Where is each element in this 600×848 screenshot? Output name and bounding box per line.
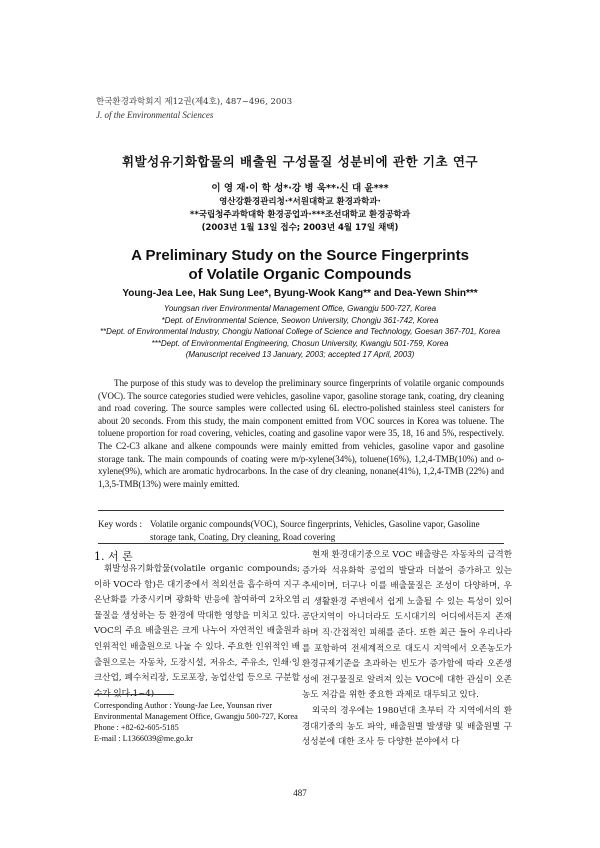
footnote — [94, 700, 304, 744]
keywords-text: Volatile organic compounds(VOC), Source fingerprints, Vehicles, Gasoline vapor, Gasoline storage tank, Coating, Dry cleaning, Road covering — [150, 519, 480, 542]
title-english-line: A Preliminary Study on the Source Fingerprints — [131, 247, 469, 264]
journal-citation-kr: 한국환경과학회지 제12권(제4호), 487~496, 2003 — [96, 97, 293, 107]
manuscript-dates: (Manuscript received 13 January, 2003; accepted 17 April, 2003) — [185, 350, 415, 359]
title-english — [60, 246, 540, 284]
affiliations-korean — [60, 196, 540, 235]
keywords-label: Key words : — [98, 519, 142, 529]
body-paragraph: 외국의 경우에는 1980년대 초부터 각 지역에서의 환경대기중의 농도 파악, 배출원별 발생량 및 배출원별 구성성분에 대한 조사 등 다양한 분야에서 다 — [302, 705, 512, 748]
section-heading: 1. 서 론 — [94, 550, 133, 563]
body-left-column: 휘발성유기화합물(volatile organic compounds; 이하 VOC라 함)은 대기중에서 적외선을 흡수하여 지구온난화를 가중시키며 광화학 반응에 참여하여 2차오염물질을 생성하는 등 환경에 막대한 영향을 미치고 있다. VOC의 주요 배출원은 크게 나누어 자연적인 배출원과 인위적인 배출원으로 나눌 수 있다. 주요한 인위적인 배출원으로는 자동차, 도장시설, 저유소, 주유소, 인쇄·잉크산업, 폐수처리장, 도로포장, 농업산업 등으로 구분할 수가 있다.1~4) — [94, 564, 300, 699]
footnote-email: E-mail : L1366039@me.go.kr — [94, 734, 193, 743]
body-right-column — [302, 548, 512, 751]
page-number: 487 — [293, 788, 307, 798]
footnote-rule — [94, 694, 174, 695]
authors-english: Young-Jea Lee, Hak Sung Lee*, Byung-Wook Kang** and Dea-Yewn Shin*** — [122, 288, 478, 299]
title-english-line: of Volatile Organic Compounds — [188, 266, 412, 283]
keywords-bottom-rule — [98, 543, 504, 544]
affiliation-en-line: ***Dept. of Environmental Engineering, Chosun University, Kwangju 501-759, Korea — [151, 338, 449, 348]
footnote-phone: Phone : +82-62-605-5185 — [94, 723, 179, 732]
title-korean: 휘발성유기화합물의 배출원 구성물질 성분비에 관한 기초 연구 — [121, 154, 479, 169]
keywords — [98, 518, 504, 544]
footnote-author: Corresponding Author : Young-Jae Lee, Younsan river Environmental Management Office, Gwangju 500-727, Korea — [94, 701, 298, 721]
keywords-top-rule — [98, 510, 504, 511]
affiliation-en-line: **Dept. of Environmental Industry, Chongju National College of Science and Technology, Goesan 367-701, Korea — [99, 327, 501, 336]
affiliation-en-line: Youngsan river Environmental Management Office, Gwangju 500-727, Korea — [163, 304, 437, 313]
affiliation-kr-line: **국립청주과학대학 환경공업과·***조선대학교 환경공학과 — [189, 210, 411, 220]
abstract: The purpose of this study was to develop the preliminary source fingerprints of volatile organic compounds (VOC). The source categories studied were vehicles, gasoline vapor, gasoline storage tank, coating, dry cleaning and road covering. The source samples were collected using 6L electro-polished stainless steel canisters for about 20 seconds. From this study, the main component emitted from VOC sources in Korea was toluene. The toluene proportion for road covering, vehicles, coating and gasoline vapor were 35, 18, 16 and 5%, respectively. The C2-C3 alkane and alkene compounds were mainly emitted from vehicles, gasoline vapor and gasoline storage tank. The main compounds of coating were m/p-xylene(34%), toluene(16%), 1,2,4-TMB(10%) and o-xylene(9%), which are aromatic hydrocarbons. In the case of dry cleaning, nonane(41%), 1,2,4-TMB (22%) and 1,3,5-TMB(13%) were mainly emitted. — [98, 378, 504, 489]
affiliations-english — [50, 303, 550, 361]
received-date-kr: (2003년 1월 13일 접수; 2003년 4월 17일 채택) — [201, 223, 399, 233]
authors-korean: 이 영 재·이 학 성*·강 병 욱**·신 대 윤*** — [211, 183, 389, 194]
affiliation-en-line: *Dept. of Environmental Science, Seowon University, Chongju 361-742, Korea — [161, 315, 439, 325]
journal-header — [96, 96, 292, 122]
journal-name-en: J. of the Environmental Sciences — [96, 110, 214, 120]
body-paragraph: 현재 환경대기중으로 VOC 배출량은 자동차의 급격한 증가와 석유화학 공업의 발달과 더불어 증가하고 있는 추세이며, 더구나 이를 배출물질은 조성이 다양하며, 우리 생활환경 주변에서 쉽게 노출될 수 있는 특성이 있어 공단지역이 아니더라도 도시대기의 어디에서든지 존재하며 직·간접적인 피해를 준다. 또한 최근 들어 우리나라를 포함하여 전세계적으로 대도시 지역에서 오존농도가 환경규제기준을 초과하는 빈도가 증가함에 따라 오존생성에 전구물질로 알려져 있는 VOC에 대한 관심이 오존농도 저감을 위한 중요한 과제로 대두되고 있다. — [302, 550, 512, 701]
affiliation-kr-line: 영산강환경관리청·*서원대학교 환경과학과· — [219, 197, 381, 207]
